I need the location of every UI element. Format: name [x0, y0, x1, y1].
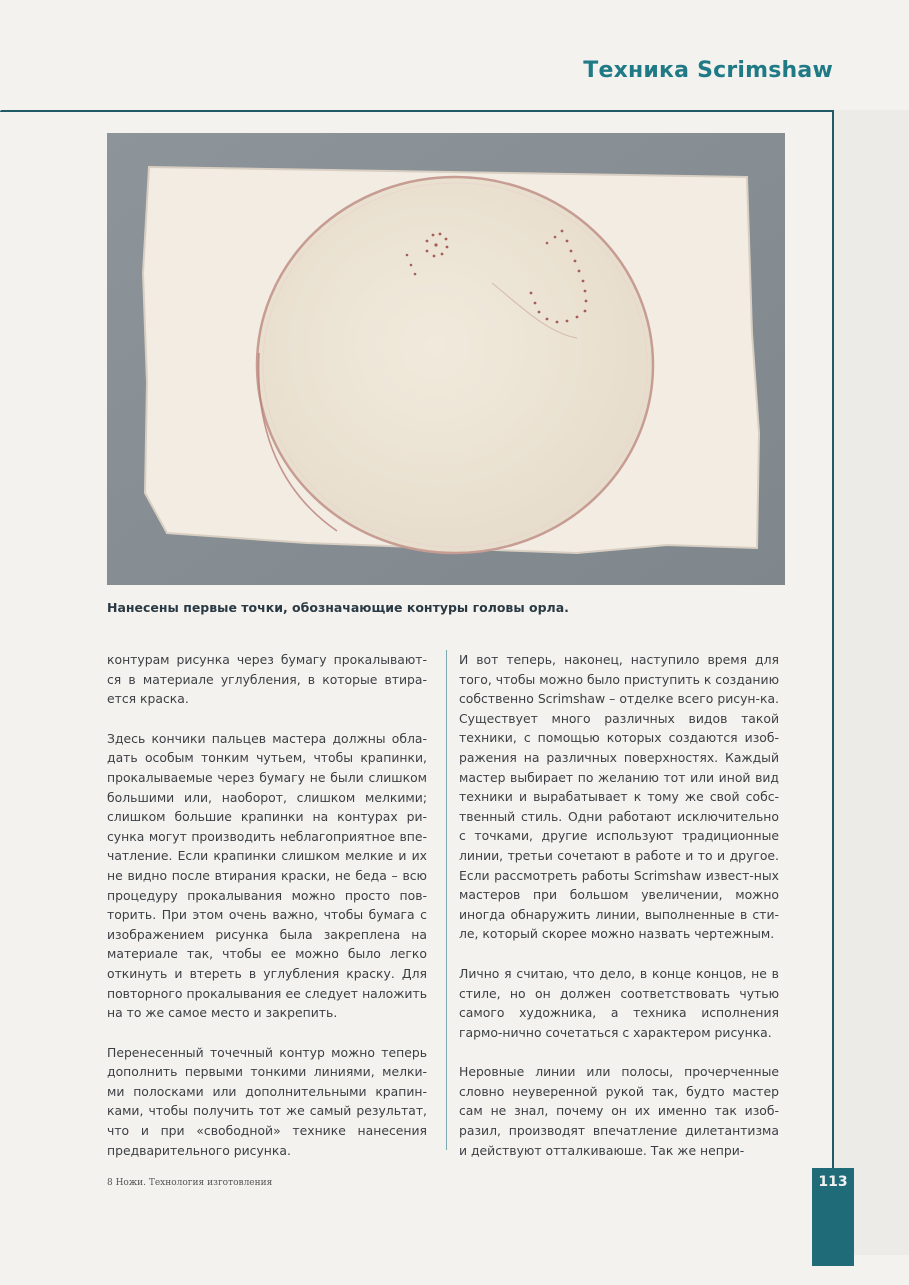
header-rule — [0, 110, 832, 112]
paragraph: Здесь кончики пальцев мастера должны обла-дать особым тонким чутьем, чтобы крапинки, прокалываемые через бумагу не были слишком большими или, наоборот, слишком мелкими; слишком большие крапинки на контурах ри-сунка могут производить неблагоприятное впе-чатление. Если крапинки слишком мелкие и их не видно после втирания краски, не беда – всю процедуру прокалывания можно просто пов-торить. При этом очень важно, чтобы бумага с изображением рисунка была закреплена на материале так, чтобы ее можно было легко откинуть и втереть в углубления краску. Для повторного прокалывания ее следует наложить на то же самое место и закрепить. — [107, 730, 427, 1021]
page-number: 113 — [812, 1168, 854, 1196]
paragraph: И вот теперь, наконец, наступило время для того, чтобы можно было приступить к созданию собственно Scrimshaw – отделке всего рисун-ка. Существует много различных видов такой техники, с помощью которых создаются изоб-ражения на различных поверхностях. Каждый мастер выбирает по желанию тот или иной вид техники и вырабатывает к тому же свой собс-твенный стиль. Одни работают исключительно с точками, другие используют традиционные линии, третьи сочетают в работе и то и другое. Если рассмотреть работы Scrimshaw извест-ных мастеров при большом увеличении, можно иногда обнаружить линии, выполненные в сти-ле, который скорее можно назвать чертежным. — [459, 652, 779, 942]
figure-caption: Нанесены первые точки, обозначающие контуры головы орла. — [107, 600, 569, 615]
page-tab — [812, 1196, 854, 1266]
paragraph: Перенесенный точечный контур можно теперь дополнить первыми тонкими линиями, мелки-ми полосками или дополнительными крапин-ками, чтобы получить тот же самый результат, что и при «свободной» технике нанесения предварительного рисунка. — [107, 1044, 427, 1158]
paragraph: Лично я считаю, что дело, в конце концов, не в стиле, но он должен соответствовать чутью самого художника, а техника исполнения гармо-нично сочетаться с характером рисунка. — [459, 965, 779, 1040]
figure-photo — [107, 133, 785, 585]
column-divider — [446, 650, 447, 1150]
carved-bone-disc-photo-icon — [107, 133, 785, 585]
text-column-right — [459, 650, 779, 1180]
text-column-left — [107, 650, 427, 1180]
paragraph: контурам рисунка через бумагу прокалывают-ся в материале углубления, в которые втира-ется краска. — [107, 652, 427, 707]
footer-book-title: 8 Ножи. Технология изготовления — [107, 1178, 273, 1188]
paragraph: Неровные линии или полосы, прочерченные словно неуверенной рукой так, будто мастер сам не знал, почему он их именно так изоб-разил, производят впечатление дилетантизма и действуют отталкиваюше. Так же непри- — [459, 1064, 779, 1158]
right-margin-strip — [834, 110, 909, 1255]
section-title: Техника Scrimshaw — [583, 58, 833, 83]
